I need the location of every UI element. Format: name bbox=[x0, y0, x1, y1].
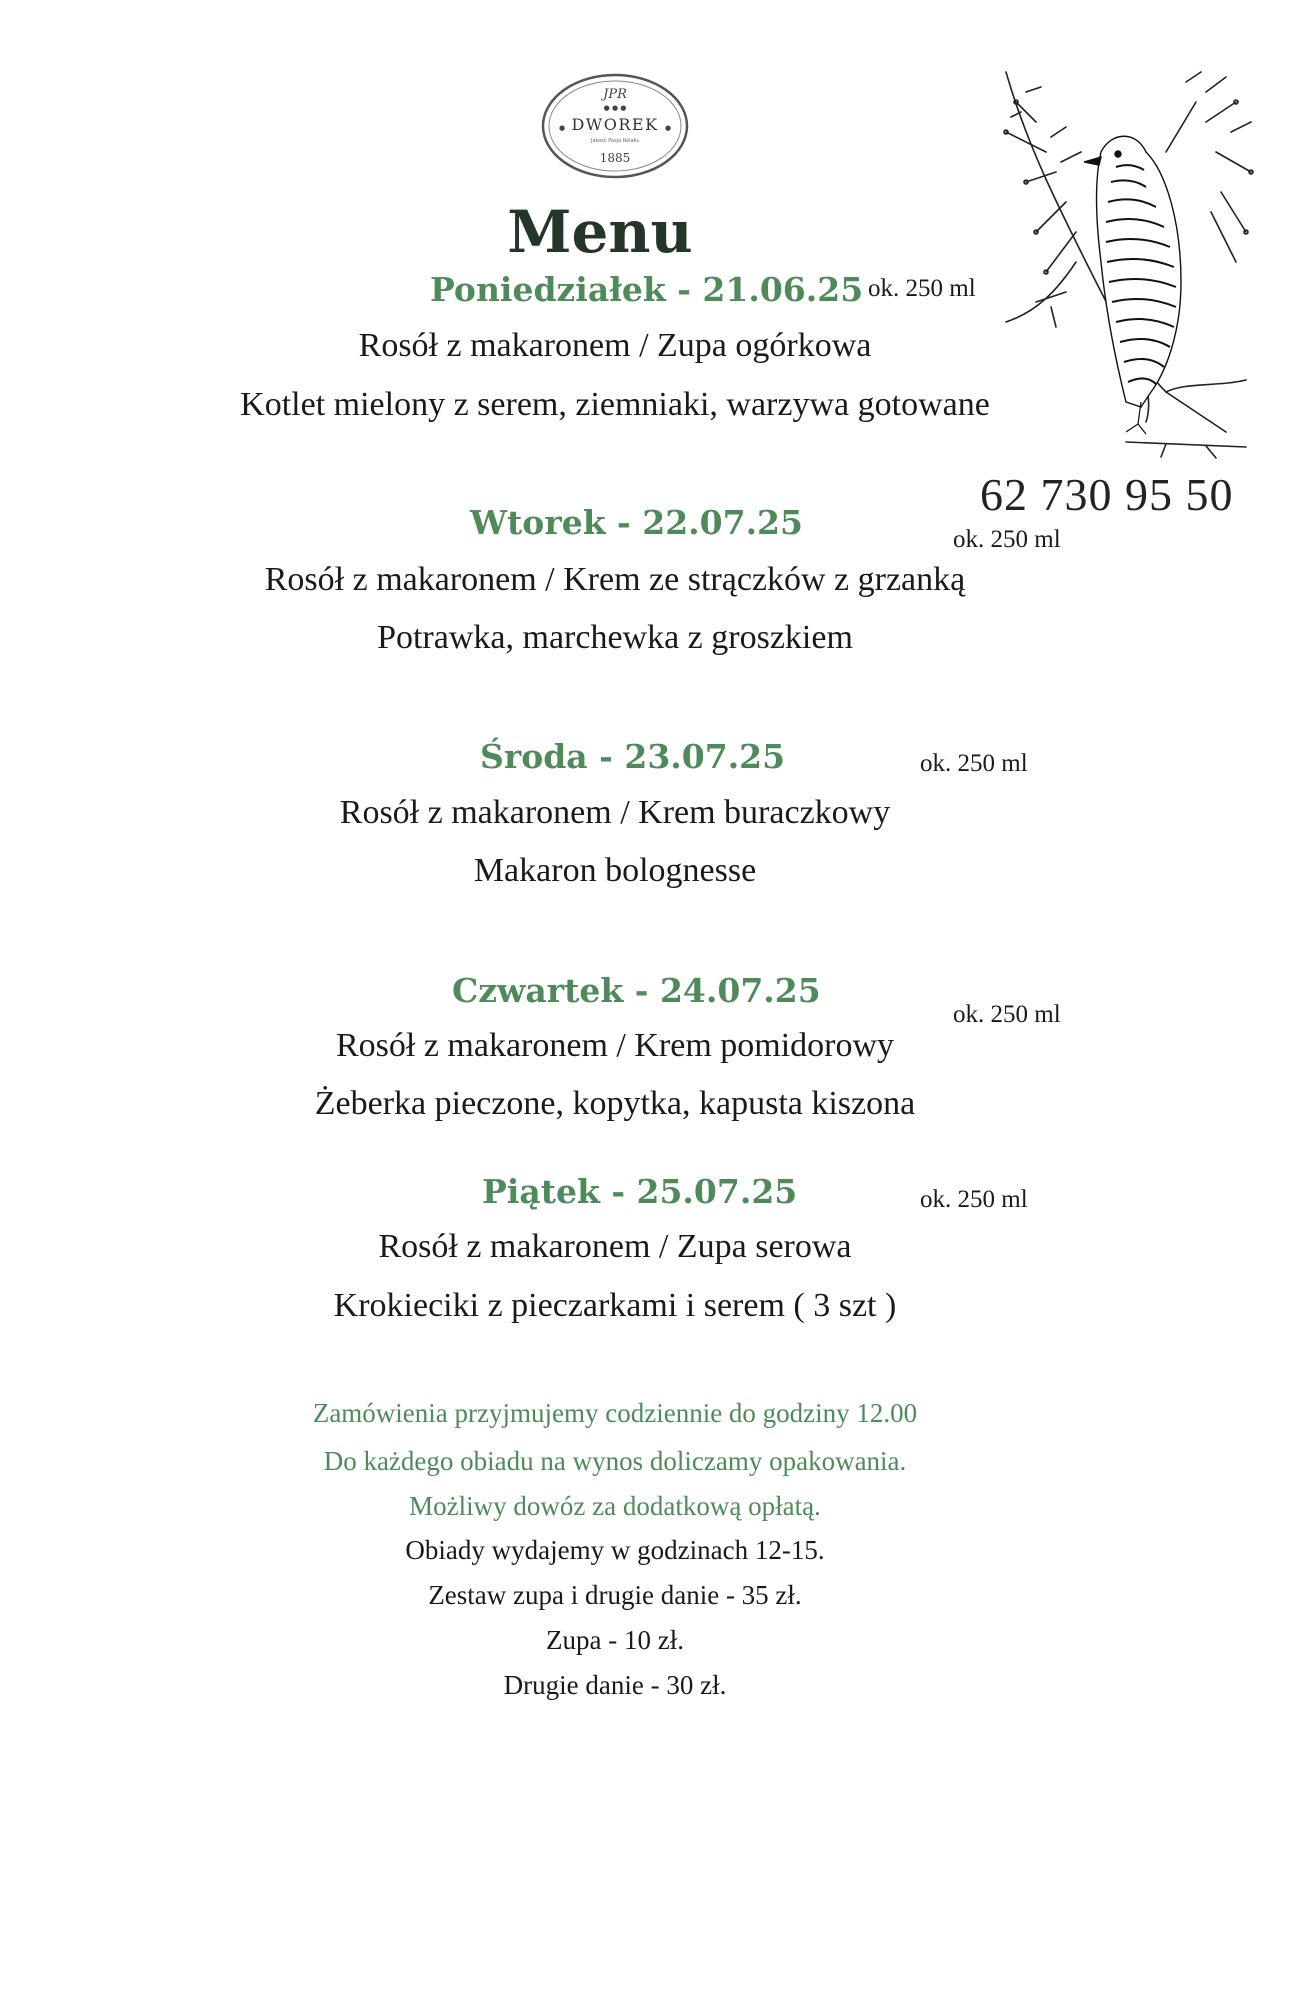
delivery-note: Możliwy dowóz za dodatkową opłatą. bbox=[409, 1491, 821, 1521]
portion-size-tuesday: ok. 250 ml bbox=[953, 526, 1061, 553]
main-dish-monday: Kotlet mielony z serem, ziemniaki, warzywa gotowane bbox=[240, 386, 990, 423]
logo-tagline: Jakość Pasja Relaks bbox=[590, 138, 640, 144]
dworek-logo bbox=[540, 72, 690, 180]
portion-size-friday: ok. 250 ml bbox=[920, 1186, 1028, 1213]
soup-options-wednesday: Rosół z makaronem / Krem buraczkowy bbox=[339, 794, 891, 831]
orders-note: Zamówienia przyjmujemy codziennie do godziny 12.00 bbox=[312, 1398, 918, 1428]
main-dish-tuesday: Potrawka, marchewka z groszkiem bbox=[377, 619, 853, 656]
main-dish-friday: Krokieciki z pieczarkami i serem ( 3 szt ) bbox=[333, 1287, 897, 1324]
logo-year: 1885 bbox=[599, 151, 631, 165]
portion-size-monday: ok. 250 ml bbox=[868, 275, 976, 302]
portion-size-wednesday: ok. 250 ml bbox=[920, 750, 1028, 777]
soup-options-thursday: Rosół z makaronem / Krem pomidorowy bbox=[335, 1027, 895, 1064]
logo-emblem bbox=[540, 72, 690, 180]
soup-options-friday: Rosół z makaronem / Zupa serowa bbox=[378, 1228, 852, 1265]
portion-size-thursday: ok. 250 ml bbox=[953, 1001, 1061, 1028]
logo-initials: JPR bbox=[603, 87, 627, 102]
svg-text:●: ● bbox=[558, 124, 566, 132]
day-heading-tuesday: Wtorek - 22.07.25 bbox=[470, 503, 803, 542]
packaging-note: Do każdego obiadu na wynos doliczamy opakowania. bbox=[323, 1446, 907, 1476]
day-heading-thursday: Czwartek - 24.07.25 bbox=[452, 971, 821, 1010]
soup-options-tuesday: Rosół z makaronem / Krem ze strączków z grzanką bbox=[264, 561, 966, 598]
main-dish-wednesday: Makaron bolognesse bbox=[473, 852, 757, 889]
page-title: Menu bbox=[507, 198, 693, 266]
main-dish-price: Drugie danie - 30 zł. bbox=[503, 1670, 727, 1700]
main-dish-thursday: Żeberka pieczone, kopytka, kapusta kiszona bbox=[314, 1085, 916, 1122]
serving-hours-note: Obiady wydajemy w godzinach 12-15. bbox=[405, 1535, 825, 1565]
day-heading-friday: Piątek - 25.07.25 bbox=[482, 1172, 798, 1211]
soup-price: Zupa - 10 zł. bbox=[546, 1625, 684, 1655]
day-heading-monday: Poniedziałek - 21.06.25 bbox=[430, 270, 864, 309]
phone-number: 62 730 95 50 bbox=[980, 469, 1234, 520]
logo-name: DWOREK bbox=[571, 115, 659, 134]
svg-text:●: ● bbox=[664, 124, 672, 132]
day-heading-wednesday: Środa - 23.07.25 bbox=[480, 737, 786, 776]
soup-options-monday: Rosół z makaronem / Zupa ogórkowa bbox=[358, 327, 872, 364]
set-price: Zestaw zupa i drugie danie - 35 zł. bbox=[428, 1580, 802, 1610]
svg-text:● ● ●: ● ● ● bbox=[603, 104, 627, 112]
